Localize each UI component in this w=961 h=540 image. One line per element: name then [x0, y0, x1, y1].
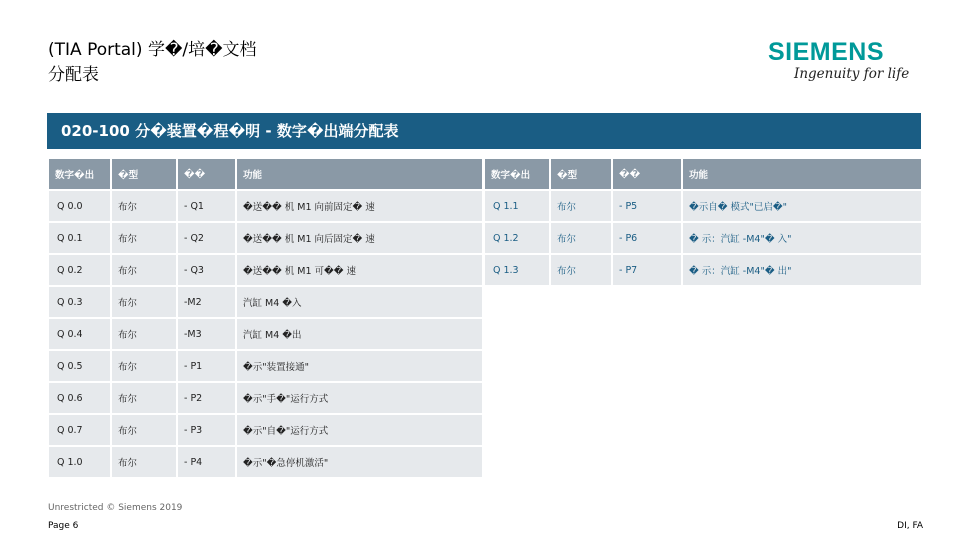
- cell-type: 布尔: [111, 222, 177, 254]
- col-header-function: 功能: [236, 158, 483, 190]
- table-row: [48, 350, 483, 382]
- cell-output: Q 1.0: [48, 446, 111, 478]
- cell-output: Q 0.3: [48, 286, 111, 318]
- cell-function: �送�� 机 M1 向前固定� 速: [236, 190, 483, 222]
- cell-type: 布尔: [550, 190, 612, 222]
- cell-id: -M3: [177, 318, 236, 350]
- col-header-output: 数字�出: [48, 158, 111, 190]
- cell-id: - P2: [177, 382, 236, 414]
- cell-id: - P3: [177, 414, 236, 446]
- cell-output: Q 0.7: [48, 414, 111, 446]
- cell-type: 布尔: [550, 254, 612, 286]
- section-banner: 020-100 分�装置�程�明 - 数字�出端分配表: [47, 113, 921, 149]
- cell-output: Q 0.0: [48, 190, 111, 222]
- cell-output: Q 0.4: [48, 318, 111, 350]
- col-header-id: ��: [177, 158, 236, 190]
- table-row: [48, 414, 483, 446]
- table-row: [48, 190, 483, 222]
- cell-function: �送�� 机 M1 向后固定� 速: [236, 222, 483, 254]
- page-title: [48, 38, 257, 88]
- page-number: Page 6: [48, 521, 79, 531]
- table-header-row: [484, 158, 922, 190]
- cell-function: �示"自�"运行方式: [236, 414, 483, 446]
- cell-id: - P1: [177, 350, 236, 382]
- col-header-function: 功能: [682, 158, 922, 190]
- assignment-table-right: [483, 157, 923, 287]
- assignment-table-left: [47, 157, 484, 479]
- cell-type: 布尔: [111, 382, 177, 414]
- table-row: [48, 318, 483, 350]
- cell-type: 布尔: [111, 286, 177, 318]
- table-row: [484, 222, 922, 254]
- table-row: [48, 254, 483, 286]
- cell-function: � 示：汽缸 -M4"� 入": [682, 222, 922, 254]
- cell-type: 布尔: [111, 254, 177, 286]
- cell-id: -M2: [177, 286, 236, 318]
- cell-function: 汽缸 M4 �出: [236, 318, 483, 350]
- cell-id: - Q2: [177, 222, 236, 254]
- cell-function: 汽缸 M4 �入: [236, 286, 483, 318]
- cell-id: - P7: [612, 254, 682, 286]
- footer-copyright: Unrestricted © Siemens 2019: [48, 503, 183, 513]
- cell-function: �示"装置接通": [236, 350, 483, 382]
- cell-function: �示"手�"运行方式: [236, 382, 483, 414]
- table-row: [48, 286, 483, 318]
- cell-id: - Q1: [177, 190, 236, 222]
- table-row: [484, 254, 922, 286]
- cell-type: 布尔: [550, 222, 612, 254]
- logo-wordmark: SIEMENS: [768, 38, 885, 66]
- cell-output: Q 1.3: [484, 254, 550, 286]
- cell-output: Q 1.1: [484, 190, 550, 222]
- cell-function: �示"�急停机激活": [236, 446, 483, 478]
- col-header-type: �型: [550, 158, 612, 190]
- cell-id: - P6: [612, 222, 682, 254]
- table-header-row: [48, 158, 483, 190]
- cell-function: � 示：汽缸 -M4"� 出": [682, 254, 922, 286]
- cell-function: �送�� 机 M1 可�� 速: [236, 254, 483, 286]
- cell-type: 布尔: [111, 318, 177, 350]
- cell-type: 布尔: [111, 190, 177, 222]
- cell-type: 布尔: [111, 446, 177, 478]
- cell-type: 布尔: [111, 414, 177, 446]
- col-header-id: ��: [612, 158, 682, 190]
- logo-tagline: Ingenuity for life: [794, 66, 910, 82]
- cell-function: �示自� 模式"已启�": [682, 190, 922, 222]
- title-line-2: 分配表: [48, 65, 99, 85]
- cell-id: - P5: [612, 190, 682, 222]
- title-line-1: (TIA Portal) 学�/培�文档: [48, 40, 257, 60]
- col-header-output: 数字�出: [484, 158, 550, 190]
- table-row: [48, 222, 483, 254]
- cell-output: Q 0.1: [48, 222, 111, 254]
- siemens-logo: [768, 38, 910, 94]
- cell-id: - P4: [177, 446, 236, 478]
- cell-id: - Q3: [177, 254, 236, 286]
- footer-department: DI, FA: [897, 521, 923, 531]
- table-row: [48, 382, 483, 414]
- table-row: [48, 446, 483, 478]
- cell-output: Q 1.2: [484, 222, 550, 254]
- cell-output: Q 0.6: [48, 382, 111, 414]
- col-header-type: �型: [111, 158, 177, 190]
- table-row: [484, 190, 922, 222]
- cell-type: 布尔: [111, 350, 177, 382]
- cell-output: Q 0.2: [48, 254, 111, 286]
- cell-output: Q 0.5: [48, 350, 111, 382]
